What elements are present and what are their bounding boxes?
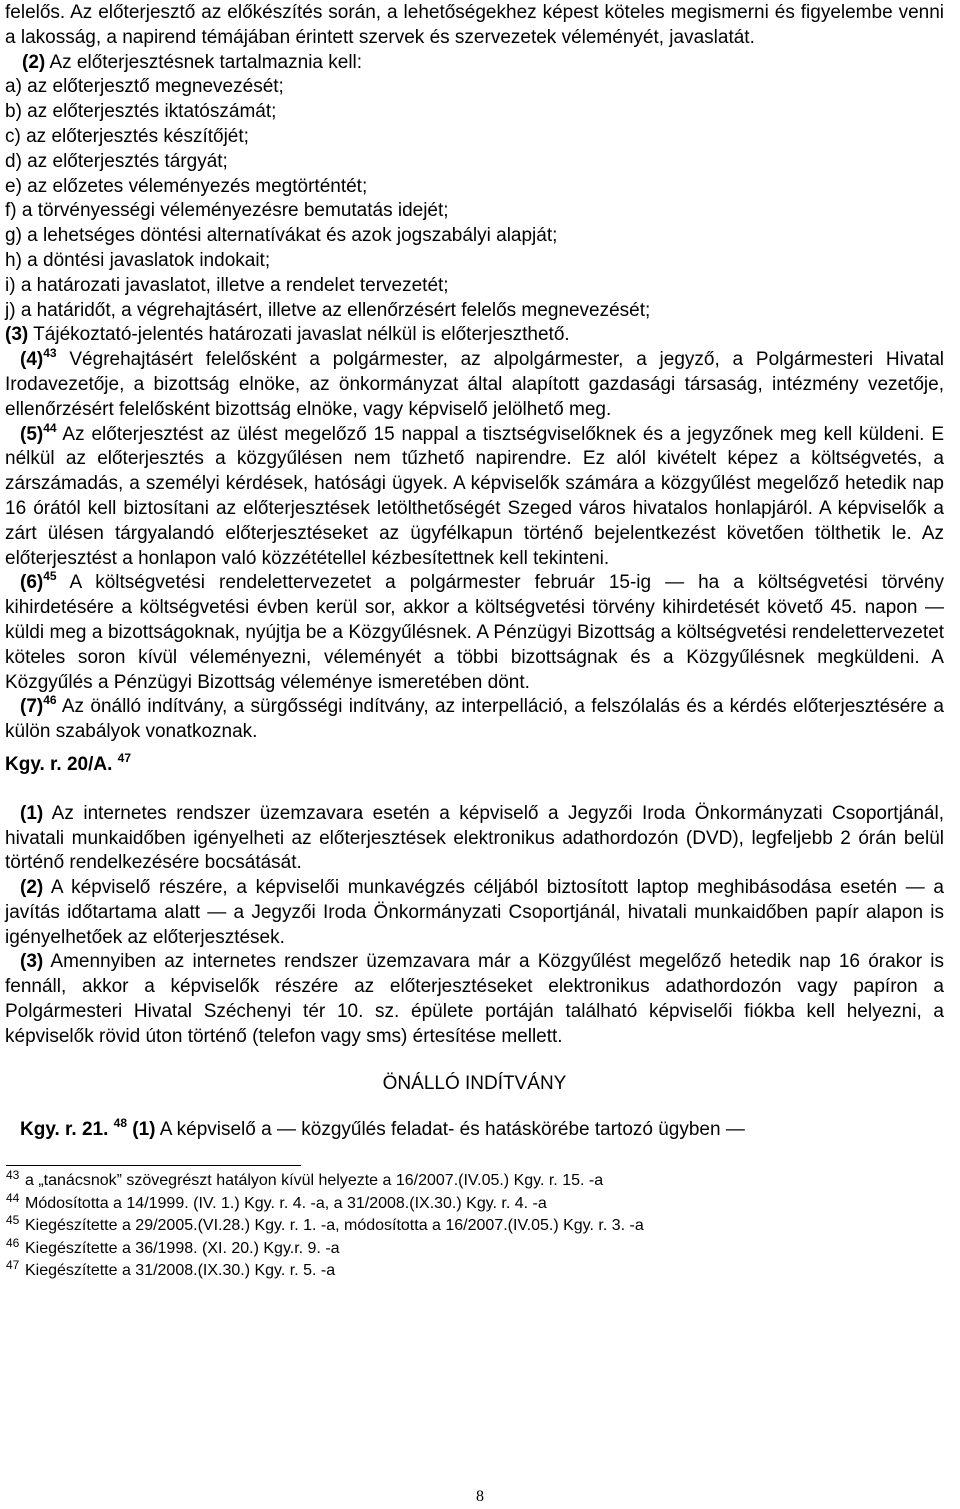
footnotes xyxy=(5,1170,944,1283)
paragraph-text: Tájékoztató-jelentés határozati javaslat nélkül is előterjeszthető. xyxy=(28,324,570,346)
spacer xyxy=(5,1050,944,1072)
paragraph-number: (2) xyxy=(20,877,44,899)
list-item: f) a törvényességi véleményezésre bemutatás idejét; xyxy=(5,200,449,222)
footnote: 44 Módosította a 14/1999. (IV. 1.) Kgy. r. 4. -a, a 31/2008.(IX.30.) Kgy. r. 4. -a xyxy=(6,1190,547,1212)
list-item: j) a határidőt, a végrehajtásért, illetve az ellenőrzésért felelős megnevezését; xyxy=(5,299,651,321)
paragraph-text: A képviselő részére, a képviselői munkavégzés céljából biztosított laptop meghibásodása esetén — a javítás időtartama alatt — a Jegyzői Iroda Önkormányzati Csoportjánál, hivatali munkaidőben papír alapon is igényelhetőek az előterjesztések. xyxy=(5,877,944,948)
page-number: 8 xyxy=(476,1488,484,1505)
list-item: a) az előterjesztő megnevezését; xyxy=(5,76,284,98)
list-item: d) az előterjesztés tárgyát; xyxy=(5,150,228,172)
paragraph-6 xyxy=(5,571,944,695)
paragraph-4 xyxy=(5,348,944,422)
list-item: i) a határozati javaslatot, illetve a rendelet tervezetét; xyxy=(5,274,449,296)
section-heading-20a xyxy=(5,750,944,778)
list-item: h) a döntési javaslatok indokait; xyxy=(5,249,271,271)
list-item: e) az előzetes véleményezés megtörténtét; xyxy=(5,175,368,197)
paragraph-number: (1) xyxy=(20,802,44,824)
paragraph-number: (3) xyxy=(5,324,29,346)
footnote-ref[interactable]: 44 xyxy=(43,420,57,435)
section-20a-paragraph-3 xyxy=(5,950,944,1049)
paragraph-number: (3) xyxy=(20,951,44,973)
paragraph-text: Az előterjesztést az ülést megelőző 15 nappal a tisztségviselőknek és a jegyzőnek meg kell küldeni. E nélkül az előterjesztés a közgyűlésen nem tűzhető napirendre. Ez alól kivételt képez a költségvetés, a zárszámadás, a személyi kérdések, hatósági ügyek. A képviselők számára a közgyűlést megelőző hetedik nap 16 órától kell biztosítani az előterjesztések letölthetőségét Szeged város hivatalos honlapjáról. A képviselők a zárt ülésen tárgyalandó előterjesztéseket az ügyfélkapun történő bejelentkezést követően tölthetik le. Az előterjesztést a honlapon való közzététellel kézbesítettnek kell tekinteni. xyxy=(5,423,944,569)
list-item: c) az előterjesztés készítőjét; xyxy=(5,125,249,147)
footnote-text: Módosította a 14/1999. (IV. 1.) Kgy. r. 4. -a, a 31/2008.(IX.30.) Kgy. r. 4. -a xyxy=(25,1194,547,1212)
paragraph-number: (5) xyxy=(20,423,44,445)
list-item: g) a lehetséges döntési alternatívákat és azok jogszabályi alapját; xyxy=(5,225,558,247)
paragraph-number: (6) xyxy=(20,572,44,594)
section-20a-paragraph-1 xyxy=(5,802,944,876)
paragraph-number: (4) xyxy=(20,349,44,371)
section-heading-21 xyxy=(5,1118,944,1143)
section-20a-paragraph-2 xyxy=(5,876,944,950)
footnote: 45 Kiegészítette a 29/2005.(VI.28.) Kgy. r. 1. -a, módosította a 16/2007.(IV.05.) Kgy. r. 3. -a xyxy=(6,1213,644,1235)
paragraph-text: Végrehajtásért felelősként a polgármester, az alpolgármester, a jegyző, a Polgármesteri Hivatal Irodavezetője, a bizottság elnöke, az önkormányzat által alapított gazdasági társaság, intézmény vezetője, ellenőrzésért felelősként bizottság elnöke, vagy képviselő jelölhető meg. xyxy=(5,349,944,420)
footnote: 46 Kiegészítette a 36/1998. (XI. 20.) Kgy.r. 9. -a xyxy=(6,1235,340,1257)
paragraph-number: (2) xyxy=(22,51,46,73)
paragraph-7 xyxy=(5,695,944,745)
list-item: b) az előterjesztés iktatószámát; xyxy=(5,101,277,123)
footnote: 47 Kiegészítette a 31/2008.(IX.30.) Kgy. r. 5. -a xyxy=(6,1258,336,1280)
intro-paragraph: felelős. Az előterjesztő az előkészítés során, a lehetőségekhez képest köteles megismerni és figyelembe venni a lakosság, a napirend témájában érintett szervek és szervezetek véleményét, javaslatát. xyxy=(5,2,944,48)
paragraph-text: Az önálló indítvány, a sürgősségi indítvány, az interpelláció, a felszólalás és a kérdés előterjesztésére a külön szabályok vonatkoznak. xyxy=(5,696,944,743)
paragraph-2-lead xyxy=(5,51,944,76)
footnote-text: Kiegészítette a 29/2005.(VI.28.) Kgy. r. 1. -a, módosította a 16/2007.(IV.05.) Kgy. r. 3. -a xyxy=(25,1217,644,1235)
footnote-text: Kiegészítette a 31/2008.(IX.30.) Kgy. r. 5. -a xyxy=(25,1262,336,1280)
paragraph-text: A képviselő a — közgyűlés feladat- és hatáskörébe tartozó ügyben — xyxy=(155,1119,745,1141)
spacer xyxy=(5,778,944,802)
footnote-ref[interactable]: 47 xyxy=(117,750,131,765)
footnote-ref[interactable]: 43 xyxy=(43,346,57,361)
footnote-ref[interactable]: 45 xyxy=(43,569,57,584)
footnote-text: a „tanácsnok” szövegrészt hatályon kívül helyezte a 16/2007.(IV.05.) Kgy. r. 15. -a xyxy=(25,1172,604,1190)
paragraph-number: (1) xyxy=(127,1119,156,1141)
footnote-ref[interactable]: 48 xyxy=(113,1116,127,1131)
paragraph-text: A költségvetési rendelettervezetet a polgármester február 15-ig — ha a költségvetési törvény kihirdetésére a költségvetési évben kerül sor, akkor a költségvetési törvény kihirdetését követő 45. napon — küldi meg a bizottságoknak, nyújtja be a Közgyűlésnek. A Pénzügyi Bizottság a költségvetési rendelettervezetet köteles soron kívül véleményezni, véleményét a többi bizottságnak és a Közgyűlésnek megküldeni. A Közgyűlés a Pénzügyi Bizottság véleménye ismeretében dönt. xyxy=(5,572,944,693)
paragraph-text: Az előterjesztésnek tartalmaznia kell: xyxy=(45,51,363,73)
spacer xyxy=(5,1096,944,1118)
paragraph-text: Az internetes rendszer üzemzavara esetén a képviselő a Jegyzői Iroda Önkormányzati Csoportjánál, hivatali munkaidőben igényelheti az előterjesztések elektronikus adathordozón (DVD), legfeljebb 2 órán belül történő rendelkezésére bocsátását. xyxy=(5,802,944,874)
paragraph-5 xyxy=(5,420,944,572)
footnote-ref[interactable]: 46 xyxy=(43,693,57,708)
footnote-separator xyxy=(6,1165,301,1166)
section-title: ÖNÁLLÓ INDÍTVÁNY xyxy=(382,1072,567,1094)
paragraph-3 xyxy=(5,323,944,348)
section-heading-text: Kgy. r. 21. xyxy=(20,1119,114,1141)
footnote: 43 a „tanácsnok” szövegrészt hatályon kívül helyezte a 16/2007.(IV.05.) Kgy. r. 15. -a xyxy=(6,1168,604,1190)
paragraph-number: (7) xyxy=(20,696,44,718)
section-heading-text: Kgy. r. 20/A. xyxy=(5,753,118,775)
footnote-text: Kiegészítette a 36/1998. (XI. 20.) Kgy.r. 9. -a xyxy=(25,1239,340,1257)
paragraph-text: Amennyiben az internetes rendszer üzemzavara már a Közgyűlést megelőző hetedik nap 16 órakor is fennáll, akkor a képviselők részére az előterjesztéseket elektronikus adathordozón vagy papíron a Polgármesteri Hivatal Széchenyi tér 10. sz. épülete portáján található képviselői fiókba kell helyezni, a képviselők rövid úton történő (telefon vagy sms) értesítése mellett. xyxy=(5,951,944,1047)
